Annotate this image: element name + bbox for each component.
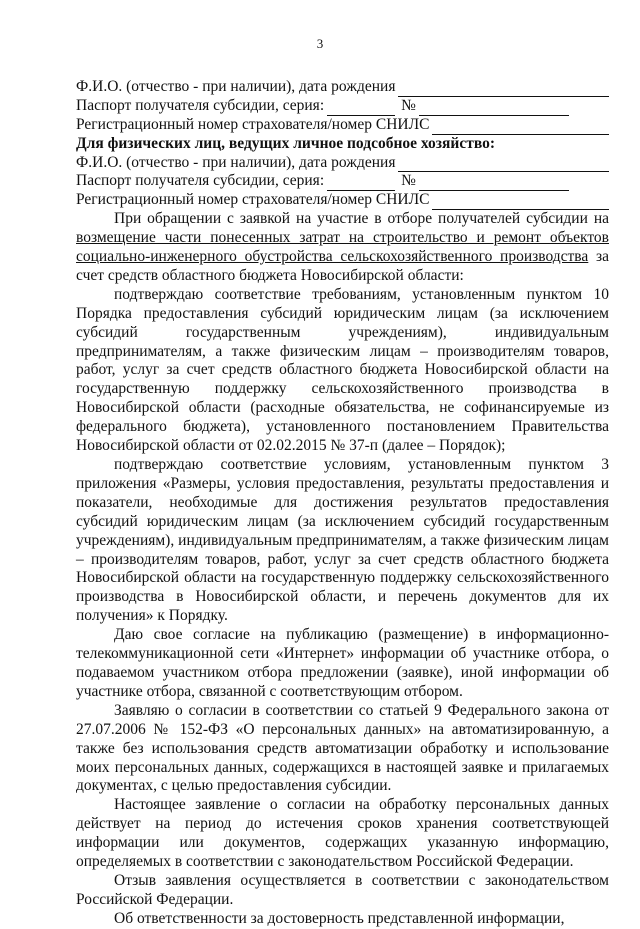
passport-series-blank-2[interactable] [327,177,395,191]
passport-series-blank[interactable] [327,102,395,116]
paragraph-publication-consent: Даю свое согласие на публикацию (размещение) в информационно-телекоммуникационной сети «Интернет» информации об участнике отбора, о подаваемом участником отбора предложении (заявке), иной информации об участнике отбора, связанной с соответствующим отбором. [76,626,609,700]
fio-field-2 [76,154,609,173]
paragraph-intro [76,210,609,286]
snils-field-2 [76,191,609,210]
paragraph-conditions: подтверждаю соответствие условиям, установленным пунктом 3 приложения «Размеры, условия предоставления, результаты предоставления и показатели, необходимые для достижения результатов предоставления субсидий юридическим лицам (за исключением субсидий государственным учреждениям), индивидуальным предпринимателям, а также физическим лицам – производителям товаров, работ, услуг за счет средств областного бюджета Новосибирской области на государственную поддержку сельскохозяйственного производства в Новосибирской области, и перечень документов для их получения» к Порядку. [76,456,609,625]
passport-number-sign-2: № [401,172,416,190]
passport-number-blank[interactable] [419,102,569,116]
intro-text-start: При обращении с заявкой на участие в отборе получателей субсидии на [114,210,609,228]
passport-label: Паспорт получателя субсидии, серия: [76,96,325,114]
fio-label-2: Ф.И.О. (отчество - при наличии), дата рождения [76,153,396,171]
snils-field [76,116,609,135]
passport-number-blank-2[interactable] [419,177,569,191]
passport-number-sign: № [401,96,416,114]
fio-blank[interactable] [398,83,609,97]
snils-blank[interactable] [432,121,609,135]
passport-field-2 [76,172,609,191]
section-heading: Для физических лиц, ведущих личное подсобное хозяйство: [76,134,496,152]
intro-underlined-purpose: возмещение части понесенных затрат на строительство и ремонт объектов социально-инженерного обустройства сельскохозяйственного производства [76,229,609,266]
paragraph-revocation: Отзыв заявления осуществляется в соответствии с законодательством Российской Федерации. [76,871,609,908]
passport-field [76,97,609,116]
page-number: 3 [316,36,324,51]
snils-label-2: Регистрационный номер страхователя/номер СНИЛС [76,191,430,209]
fio-label: Ф.И.О. (отчество - при наличии), дата рождения [76,77,396,95]
snils-blank-2[interactable] [432,196,609,210]
passport-label-2: Паспорт получателя субсидии, серия: [76,172,325,190]
paragraph-responsibility: Об ответственности за достоверность представленной информации, [114,909,565,927]
snils-label: Регистрационный номер страхователя/номер СНИЛС [76,115,430,133]
fio-field [76,78,609,97]
document-body [76,78,609,929]
intro-text-end: за счет средств областного бюджета Новосибирской области: [76,248,609,284]
paragraph-requirements: подтверждаю соответствие требованиям, установленным пунктом 10 Порядка предоставления субсидий юридическим лицам (за исключением субсидий государственным учреждениям), индивидуальным предпринимателям, а также физическим лицам – производителям товаров, работ, услуг за счет средств областного бюджета Новосибирской области на государственную поддержку сельскохозяйственного производства в Новосибирской области (расходные обязательства, не софинансируемые из федерального бюджета), установленного постановлением Правительства Новосибирской области от 02.02.2015 № 37-п (далее – Порядок); [76,285,609,455]
paragraph-consent-validity: Настоящее заявление о согласии на обработку персональных данных действует на период до истечения сроков хранения соответствующей информации или документов, содержащих указанную информацию, определяемых в соответствии с законодательством Российской Федерации. [76,796,609,871]
fio-blank-2[interactable] [398,158,609,172]
paragraph-personal-data-consent: Заявляю о согласии в соответствии со статьей 9 Федерального закона от 27.07.2006 № 152-ФЗ «О персональных данных» на автоматизированную, а также без использования средств автоматизации обработку и использование моих персональных данных, содержащихся в настоящей заявке и прилагаемых документах, с целью предоставления субсидии. [76,701,609,795]
